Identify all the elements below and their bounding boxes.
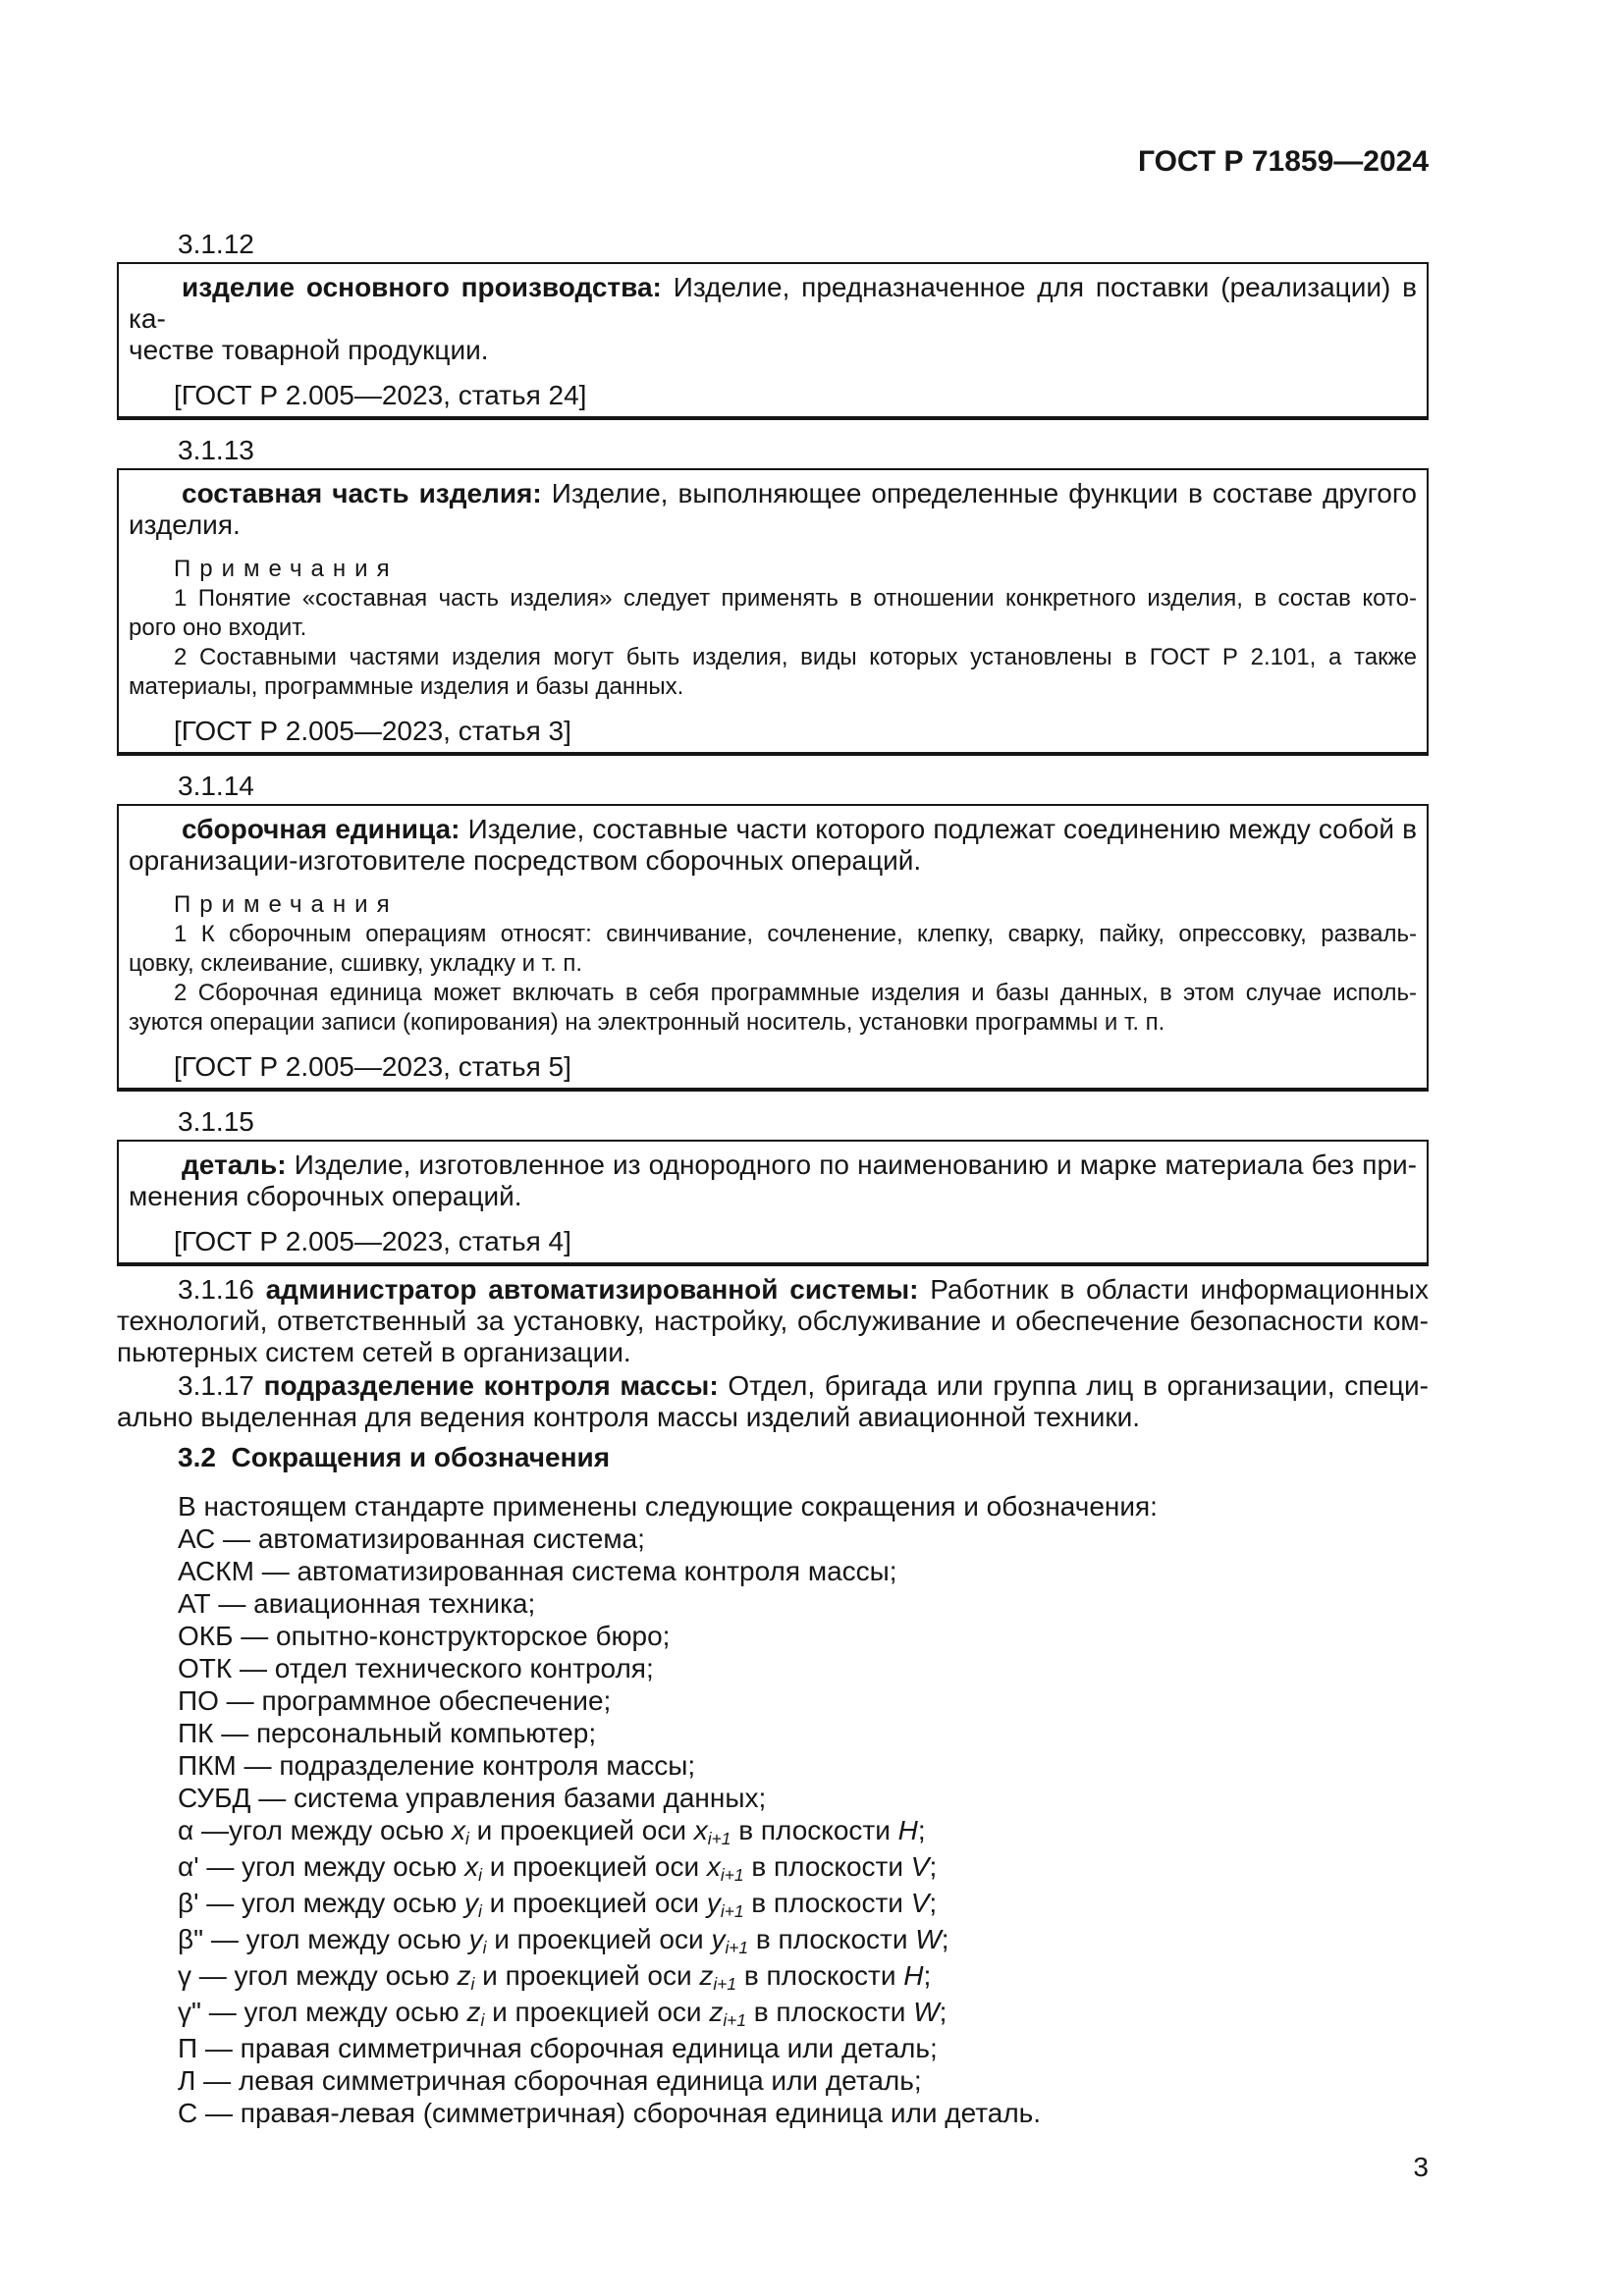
text-segment: подразделение контроля массы:: [263, 1370, 729, 1401]
text-segment: i: [478, 1864, 482, 1885]
text-segment: i: [464, 1828, 469, 1848]
definition-box: [117, 1140, 1429, 1266]
text-segment: ;: [929, 1851, 938, 1882]
text-segment: пьютерных систем сетей в организации.: [117, 1337, 631, 1367]
abbreviation-item: [117, 1923, 1429, 1959]
text-segment: y: [468, 1924, 483, 1954]
text-segment: x: [464, 1851, 479, 1882]
text-segment: Изделие, предназначенное для поставки (реализации) в ка-: [129, 272, 1417, 334]
note-item: [129, 979, 1417, 1038]
section-heading: 3.2 Сокращения и обозначения: [178, 1442, 611, 1472]
text-segment: в плоскости: [743, 1851, 911, 1882]
abbreviation-item: [117, 1782, 1429, 1814]
definition-box: [117, 804, 1429, 1092]
abbreviation-item: [117, 1814, 1429, 1850]
text-segment: 1 К сборочным операциям относят: свинчивание, сочленение, клепку, сварку, пайку, опрессовку, разваль-: [174, 921, 1417, 947]
abbreviation-item: [117, 1850, 1429, 1887]
note-item: [129, 920, 1417, 979]
definition-text: [129, 1149, 1417, 1212]
definition-text: [129, 272, 1417, 366]
text-segment: 1 Понятие «составная часть изделия» следует применять в отношении конкретного изделия, в состав кото-: [174, 585, 1417, 612]
text-segment: z: [699, 1960, 714, 1991]
text-segment: и проекцией оси: [481, 1851, 707, 1882]
abbreviation-item: [117, 1684, 1429, 1717]
text-segment: V: [910, 1888, 930, 1918]
text-segment: Л — левая симметричная сборочная единица или деталь;: [178, 2065, 922, 2096]
text-segment: 2 Сборочная единица может включать в себя программные изделия и базы данных, в этом случае исполь-: [174, 980, 1417, 1006]
text-segment: АТ — авиационная техника;: [178, 1588, 536, 1619]
notes-heading: Примечания: [174, 891, 399, 918]
note-item: [129, 584, 1417, 643]
text-segment: i+1: [720, 1900, 744, 1921]
notes-heading: Примечания: [174, 556, 399, 582]
source-reference: [129, 1051, 1417, 1083]
text-segment: z: [709, 1997, 724, 2027]
text-segment: x: [693, 1815, 708, 1845]
text-line: [129, 1226, 1417, 1257]
text-segment: ;: [939, 1997, 947, 2027]
text-segment: в плоскости: [745, 1997, 914, 2027]
text-segment: y: [463, 1888, 478, 1918]
document-body: [117, 228, 1429, 2129]
text-segment: П — правая симметричная сборочная единица или деталь;: [178, 2033, 938, 2063]
text-segment: изделия.: [129, 509, 241, 540]
text-line: [129, 643, 1417, 672]
text-segment: материалы, программные изделия и базы данных.: [129, 673, 684, 700]
text-segment: i+1: [725, 1937, 749, 1957]
abbreviation-item: [117, 2097, 1429, 2129]
source-reference: [129, 1226, 1417, 1257]
abbreviation-item: [117, 1749, 1429, 1782]
text-segment: В настоящем стандарте применены следующие сокращения и обозначения:: [178, 1491, 1158, 1522]
text-segment: 2 Составными частями изделия могут быть изделия, виды которых установлены в ГОСТ Р 2.101, а также: [174, 644, 1417, 670]
abbreviation-item: [117, 1620, 1429, 1652]
text-line: [129, 814, 1417, 845]
text-segment: 3.1.16: [178, 1274, 266, 1305]
text-segment: γ" — угол между осью: [178, 1997, 467, 2027]
text-line: [117, 1337, 1429, 1368]
text-segment: i+1: [707, 1828, 731, 1848]
text-segment: [ГОСТ Р 2.005—2023, статья 4]: [174, 1226, 571, 1256]
text-segment: Изделие, выполняющее определенные функции в составе другого: [551, 478, 1417, 508]
text-segment: в плоскости: [731, 1815, 898, 1845]
text-line: [129, 672, 1417, 702]
text-line: [129, 335, 1417, 366]
source-reference: [129, 380, 1417, 411]
text-segment: [ГОСТ Р 2.005—2023, статья 3]: [174, 716, 571, 746]
abbreviation-item: [117, 1887, 1429, 1923]
source-reference: [129, 716, 1417, 747]
text-line: [117, 1370, 1429, 1402]
clause-paragraph: [117, 1370, 1429, 1433]
text-segment: i: [480, 2009, 485, 2030]
definition-box: [117, 262, 1429, 420]
doc-number: ГОСТ Р 71859—2024: [1137, 145, 1429, 178]
text-segment: ПО — программное обеспечение;: [178, 1685, 612, 1716]
text-line: [129, 716, 1417, 747]
text-segment: менения сборочных операций.: [129, 1181, 522, 1211]
text-line: [129, 478, 1417, 509]
abbreviation-item: [117, 1959, 1429, 1996]
text-segment: [ГОСТ Р 2.005—2023, статья 24]: [174, 380, 587, 410]
text-segment: АС — автоматизированная система;: [178, 1523, 645, 1554]
text-line: [129, 584, 1417, 614]
text-line: [129, 1051, 1417, 1083]
text-segment: изделие основного производства:: [182, 272, 674, 302]
text-segment: технологий, ответственный за установку, настройку, обслуживание и обеспечение безопасности ком-: [117, 1306, 1429, 1336]
text-line: [117, 1491, 1429, 1522]
text-segment: ;: [929, 1888, 938, 1918]
text-segment: γ — угол между осью: [178, 1960, 458, 1991]
text-segment: АСКМ — автоматизированная система контроля массы;: [178, 1556, 897, 1586]
text-segment: честве товарной продукции.: [129, 335, 489, 365]
text-line: [117, 1402, 1429, 1433]
text-line: [129, 1149, 1417, 1181]
abbreviation-item: [117, 2064, 1429, 2097]
clause-number: 3.1.12: [178, 229, 254, 259]
text-segment: деталь:: [182, 1149, 295, 1180]
text-line: [129, 614, 1417, 643]
text-segment: сборочная единица:: [182, 814, 468, 844]
text-segment: H: [903, 1960, 924, 1991]
abbreviation-item: [117, 1587, 1429, 1620]
text-segment: x: [451, 1815, 465, 1845]
abbreviation-item: [117, 1652, 1429, 1684]
text-segment: W: [913, 1997, 940, 2027]
text-segment: ;: [941, 1924, 949, 1954]
clause-paragraph: [117, 1491, 1429, 1522]
abbreviation-item: [117, 1522, 1429, 1555]
text-segment: и проекцией оси: [474, 1960, 700, 1991]
text-segment: Изделие, изготовленное из однородного по наименованию и марке материала без при-: [294, 1149, 1417, 1180]
clause-paragraph: [117, 1274, 1429, 1368]
text-segment: H: [897, 1815, 918, 1845]
definition-text: [129, 814, 1417, 877]
text-segment: и проекцией оси: [468, 1815, 694, 1845]
text-segment: i+1: [720, 1864, 744, 1885]
note-item: [129, 643, 1417, 702]
text-segment: составная часть изделия:: [182, 478, 552, 508]
text-segment: рого оно входит.: [129, 614, 307, 641]
text-segment: β' — угол между осью: [178, 1888, 464, 1918]
text-segment: α' — угол между осью: [178, 1851, 465, 1882]
text-segment: y: [711, 1924, 726, 1954]
text-segment: ПКМ — подразделение контроля массы;: [178, 1750, 696, 1781]
definition-text: [129, 478, 1417, 541]
text-line: [129, 509, 1417, 541]
text-line: [129, 845, 1417, 877]
page-number: 3: [1413, 2152, 1429, 2182]
text-line: [129, 1181, 1417, 1212]
text-segment: цовку, склеивание, сшивку, укладку и т. п.: [129, 950, 583, 977]
text-segment: i+1: [723, 2009, 746, 2030]
text-segment: и проекцией оси: [481, 1888, 707, 1918]
text-segment: i: [477, 1900, 482, 1921]
definition-box: [117, 468, 1429, 756]
clause-number: 3.1.13: [178, 435, 254, 465]
text-segment: y: [706, 1888, 721, 1918]
text-line: [129, 380, 1417, 411]
text-segment: С — правая-левая (симметричная) сборочная единица или деталь.: [178, 2098, 1042, 2128]
text-line: [129, 920, 1417, 949]
text-segment: СУБД — система управления базами данных;: [178, 1783, 767, 1813]
abbreviation-item: [117, 1996, 1429, 2032]
abbreviation-item: [117, 1555, 1429, 1587]
clause-number: 3.1.14: [178, 771, 254, 801]
text-segment: ПК — персональный компьютер;: [178, 1718, 597, 1748]
text-segment: и проекцией оси: [484, 1997, 710, 2027]
text-segment: Работник в области информационных: [930, 1274, 1429, 1305]
text-segment: α —угол между осью: [178, 1815, 452, 1845]
text-segment: и проекцией оси: [486, 1924, 712, 1954]
clause-number: 3.1.15: [178, 1106, 254, 1137]
text-segment: β" — угол между осью: [178, 1924, 469, 1954]
text-segment: z: [466, 1997, 481, 2027]
text-segment: ально выделенная для ведения контроля массы изделий авиационной техники.: [117, 1402, 1141, 1432]
text-line: [117, 1306, 1429, 1337]
text-segment: x: [706, 1851, 721, 1882]
text-segment: ;: [923, 1960, 932, 1991]
text-line: [129, 1008, 1417, 1038]
text-segment: i: [482, 1937, 487, 1957]
text-segment: Отдел, бригада или группа лиц в организации, специ-: [728, 1370, 1429, 1401]
text-segment: в плоскости: [743, 1888, 911, 1918]
text-segment: W: [915, 1924, 942, 1954]
text-segment: ОТК — отдел технического контроля;: [178, 1653, 654, 1683]
abbreviation-list: [117, 1522, 1429, 2129]
text-segment: Изделие, составные части которого подлежат соединению между собой в: [467, 814, 1417, 844]
text-segment: 3.1.17: [178, 1370, 264, 1401]
text-segment: z: [457, 1960, 471, 1991]
text-line: [117, 1274, 1429, 1306]
text-segment: в плоскости: [736, 1960, 904, 1991]
abbreviation-item: [117, 1717, 1429, 1749]
text-segment: V: [910, 1851, 930, 1882]
text-line: [129, 979, 1417, 1008]
text-segment: ОКБ — опытно-конструкторское бюро;: [178, 1621, 671, 1651]
text-segment: i+1: [713, 1973, 737, 1994]
abbreviation-item: [117, 2032, 1429, 2064]
text-segment: зуются операции записи (копирования) на электронный носитель, установки программы и т. п.: [129, 1009, 1165, 1036]
page-content: [117, 0, 1429, 2183]
text-segment: [ГОСТ Р 2.005—2023, статья 5]: [174, 1051, 571, 1082]
text-line: [129, 949, 1417, 979]
text-segment: администратор автоматизированной системы:: [265, 1274, 931, 1305]
text-segment: ;: [917, 1815, 926, 1845]
text-segment: организации-изготовителе посредством сборочных операций.: [129, 845, 922, 876]
text-segment: в плоскости: [748, 1924, 916, 1954]
text-line: [129, 272, 1417, 335]
text-segment: i: [470, 1973, 475, 1994]
